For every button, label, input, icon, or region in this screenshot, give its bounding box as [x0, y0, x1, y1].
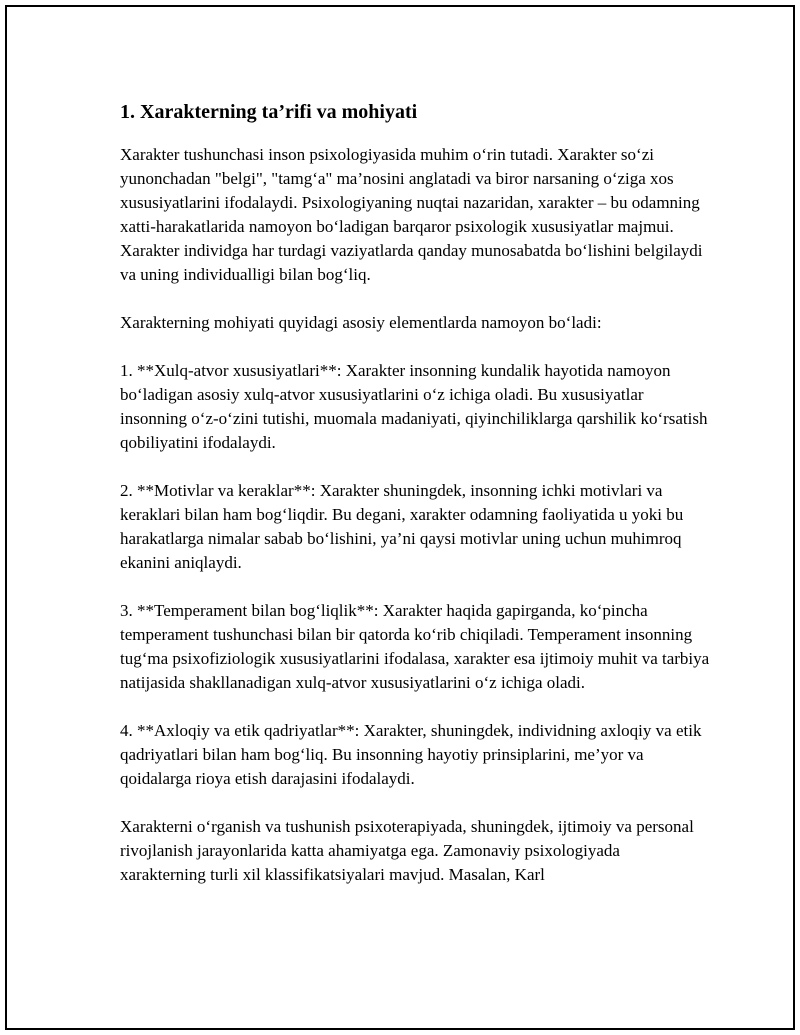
paragraph-item-3: 3. **Temperament bilan bog‘liqlik**: Xarakter haqida gapirganda, ko‘pincha temperament tushunchasi bilan bir qatorda ko‘rib chiqiladi. Temperament insonning tug‘ma psixofiziologik xususiyatlarini ifodalasa, xarakter esa ijtimoiy muhit va tarbiya natijasida shakllanadigan xulq-atvor xususiyatlarini o‘z ichiga oladi.: [120, 601, 710, 692]
paragraph-conclusion: Xarakterni o‘rganish va tushunish psixoterapiyada, shuningdek, ijtimoiy va personal rivojlanish jarayonlarida katta ahamiyatga ega. Zamonaviy psixologiyada xarakterning turli xil klassifikatsiyalari mavjud. Masalan, Karl: [120, 817, 694, 884]
paragraph-item-2: 2. **Motivlar va keraklar**: Xarakter shuningdek, insonning ichki motivlari va keraklari bilan ham bog‘liqdir. Bu degani, xarakter odamning faoliyatida u yoki bu harakatlarga nimalar sabab bo‘lishini, ya’ni qaysi motivlar uning uchun muhimroq ekanini aniqlaydi.: [120, 481, 684, 572]
document-page: [5, 5, 795, 1030]
paragraph-definition: Xarakter tushunchasi inson psixologiyasida muhim o‘rin tutadi. Xarakter so‘zi yunonchadan "belgi", "tamg‘a" ma’nosini anglatadi va biror narsaning o‘ziga xos xususiyatlarini ifodalaydi. Psixologiyaning nuqtai nazaridan, xarakter – bu odamning xatti-harakatlarida namoyon bo‘ladigan barqaror psixologik xususiyatlar majmui. Xarakter individga har turdagi vaziyatlarda qanday munosabatda bo‘lishini belgilaydi va uning individualligi bilan bog‘liq.: [120, 145, 703, 284]
paragraph-item-4: 4. **Axloqiy va etik qadriyatlar**: Xarakter, shuningdek, individning axloqiy va etik qadriyatlari bilan ham bog‘liq. Bu insonning hayotiy prinsiplarini, me’yor va qoidalarga rioya etish darajasini ifodalaydi.: [120, 721, 702, 788]
document-body: [120, 97, 710, 911]
paragraph-intro-list: Xarakterning mohiyati quyidagi asosiy elementlarda namoyon bo‘ladi:: [120, 313, 602, 332]
paragraph-item-1: 1. **Xulq-atvor xususiyatlari**: Xarakter insonning kundalik hayotida namoyon bo‘ladigan asosiy xulq-atvor xususiyatlarini o‘z ichiga oladi. Bu xususiyatlar insonning o‘z-o‘zini tutishi, muomala madaniyati, qiyinchiliklarga qarshilik ko‘rsatish qobiliyatini ifodalaydi.: [120, 361, 708, 452]
section-heading: 1. Xarakterning ta’rifi va mohiyati: [120, 101, 418, 123]
